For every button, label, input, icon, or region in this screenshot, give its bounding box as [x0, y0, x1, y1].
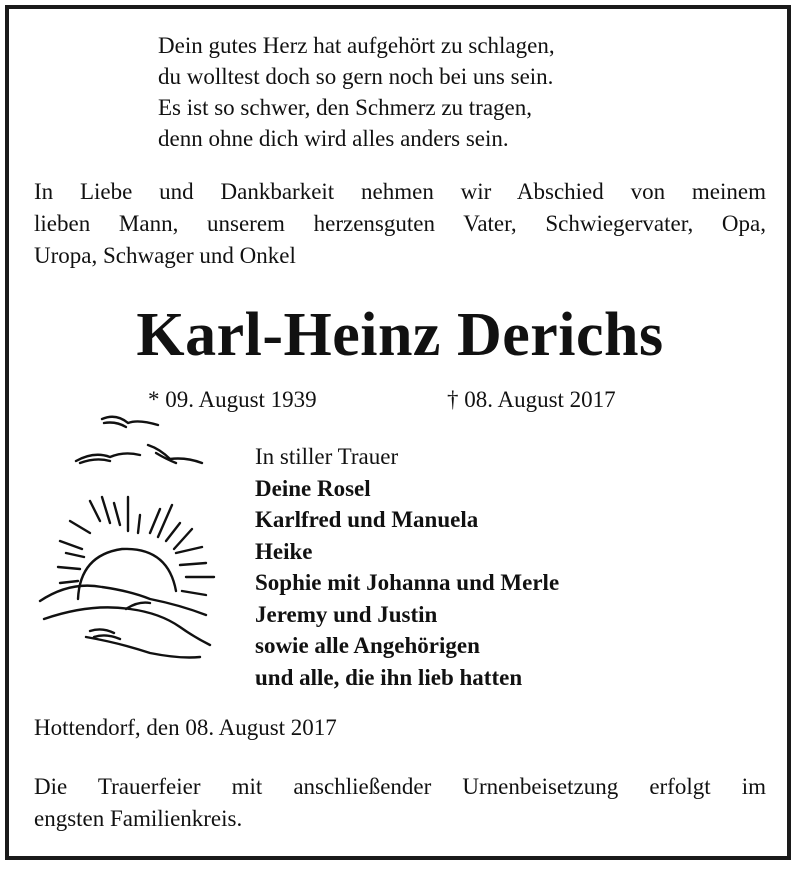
- funeral-note-line: Die Trauerfeier mit anschließender Urnenbeisetzung erfolgt im: [34, 774, 766, 799]
- poem: [158, 30, 555, 154]
- bird-icon: [102, 417, 158, 425]
- mourner-name: Deine Rosel: [255, 475, 371, 501]
- death-date: † 08. August 2017: [447, 387, 616, 412]
- mourners-heading: In stiller Trauer: [255, 444, 399, 469]
- hill-icon: [40, 586, 206, 615]
- mourner-name: Sophie mit Johanna und Merle: [255, 570, 560, 595]
- intro-line: Uropa, Schwager und Onkel: [34, 243, 296, 268]
- intro-text: [34, 176, 766, 272]
- poem-line: Dein gutes Herz hat aufgehört zu schlagen,: [158, 33, 555, 58]
- poem-line: du wolltest doch so gern noch bei uns sein.: [158, 64, 554, 89]
- hill-icon: [86, 637, 200, 658]
- mourners-list: [255, 441, 559, 693]
- funeral-note: [34, 771, 766, 835]
- poem-line: Es ist so schwer, den Schmerz zu tragen,: [158, 95, 532, 120]
- bird-icon: [104, 423, 126, 428]
- intro-line: lieben Mann, unserem herzensguten Vater, Schwiegervater, Opa,: [34, 211, 766, 236]
- mourner-name: sowie alle Angehörigen: [255, 633, 480, 658]
- poem-line: denn ohne dich wird alles anders sein.: [158, 126, 509, 151]
- deceased-name: Karl-Heinz Derichs: [136, 301, 664, 369]
- mourner-name: und alle, die ihn lieb hatten: [255, 664, 523, 690]
- mourner-name: Karlfred und Manuela: [255, 507, 479, 532]
- hill-icon: [44, 607, 210, 645]
- mourner-name: Heike: [255, 538, 313, 564]
- birth-date: * 09. August 1939: [148, 387, 317, 412]
- place-date: Hottendorf, den 08. August 2017: [34, 715, 337, 740]
- mourner-name: Jeremy und Justin: [255, 601, 438, 627]
- sunset-birds-illustration: [30, 405, 240, 665]
- funeral-note-line: engsten Familienkreis.: [34, 806, 243, 831]
- bird-icon: [80, 459, 110, 463]
- intro-line: In Liebe und Dankbarkeit nehmen wir Abschied von meinem: [34, 179, 766, 204]
